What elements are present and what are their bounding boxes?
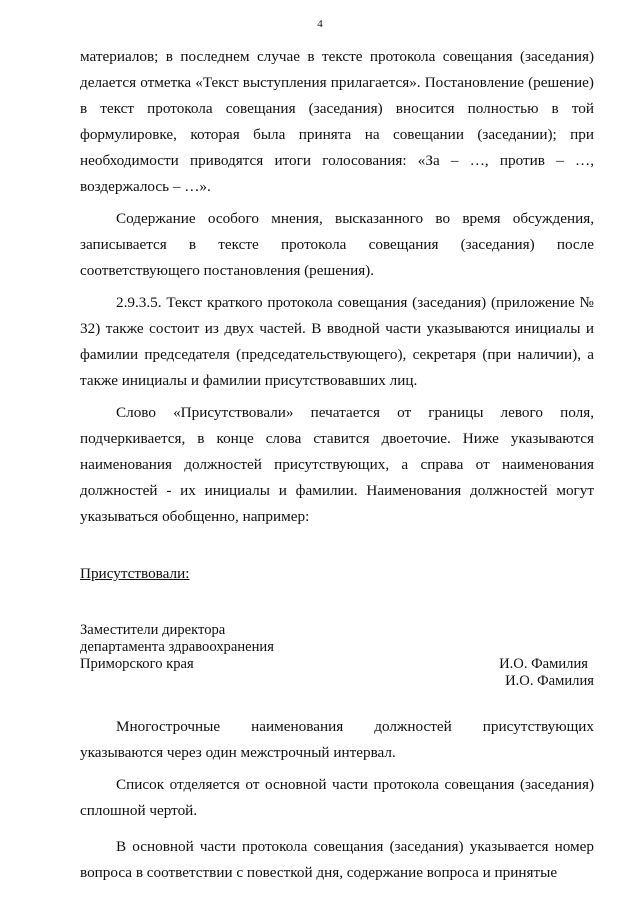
attendee-names <box>499 656 594 690</box>
attendees-example <box>80 622 594 690</box>
paragraph-4: Слово «Присутствовали» печатается от границы левого поля, подчеркивается, в конце слова ставится двоеточие. Ниже указываются наименования должностей присутствующих, а справа от наименования должностей - их инициалы и фамилии. Наименования должностей могут указываться обобщенно, например: <box>80 404 594 525</box>
position-line: департамента здравоохранения <box>80 639 274 655</box>
attendee-name: И.О. Фамилия <box>505 673 594 689</box>
document-body <box>80 44 594 886</box>
paragraph-3: 2.9.3.5. Текст краткого протокола совещания (заседания) (приложение № 32) также состоит из двух частей. В вводной части указываются инициалы и фамилии председателя (председательствующего), секретаря (при наличии), а также инициалы и фамилии присутствовавших лиц. <box>80 294 594 389</box>
paragraph-6: Список отделяется от основной части протокола совещания (заседания) сплошной чертой. <box>80 776 594 819</box>
present-heading: Присутствовали: <box>80 565 190 582</box>
paragraph-7: В основной части протокола совещания (заседания) указывается номер вопроса в соответствии с повесткой дня, содержание вопроса и принятые <box>80 838 594 881</box>
paragraph-5: Многострочные наименования должностей присутствующих указываются через один межстрочный интервал. <box>80 718 594 761</box>
position-line: Приморского края <box>80 656 194 672</box>
position-line: Заместители директора <box>80 622 226 638</box>
paragraph-1: материалов; в последнем случае в тексте протокола совещания (заседания) делается отметка «Текст выступления прилагается». Постановление (решение) в текст протокола совещания (заседания) вносится полностью в той формулировке, которая была принята на совещании (заседании); при необходимости приводятся итоги голосования: «За – …, против – …, воздержалось – …». <box>80 48 594 195</box>
page-number: 4 <box>317 18 323 30</box>
paragraph-2: Содержание особого мнения, высказанного во время обсуждения, записывается в тексте протокола совещания (заседания) после соответствующего постановления (решения). <box>80 210 594 279</box>
attendee-name: И.О. Фамилия <box>499 656 588 672</box>
